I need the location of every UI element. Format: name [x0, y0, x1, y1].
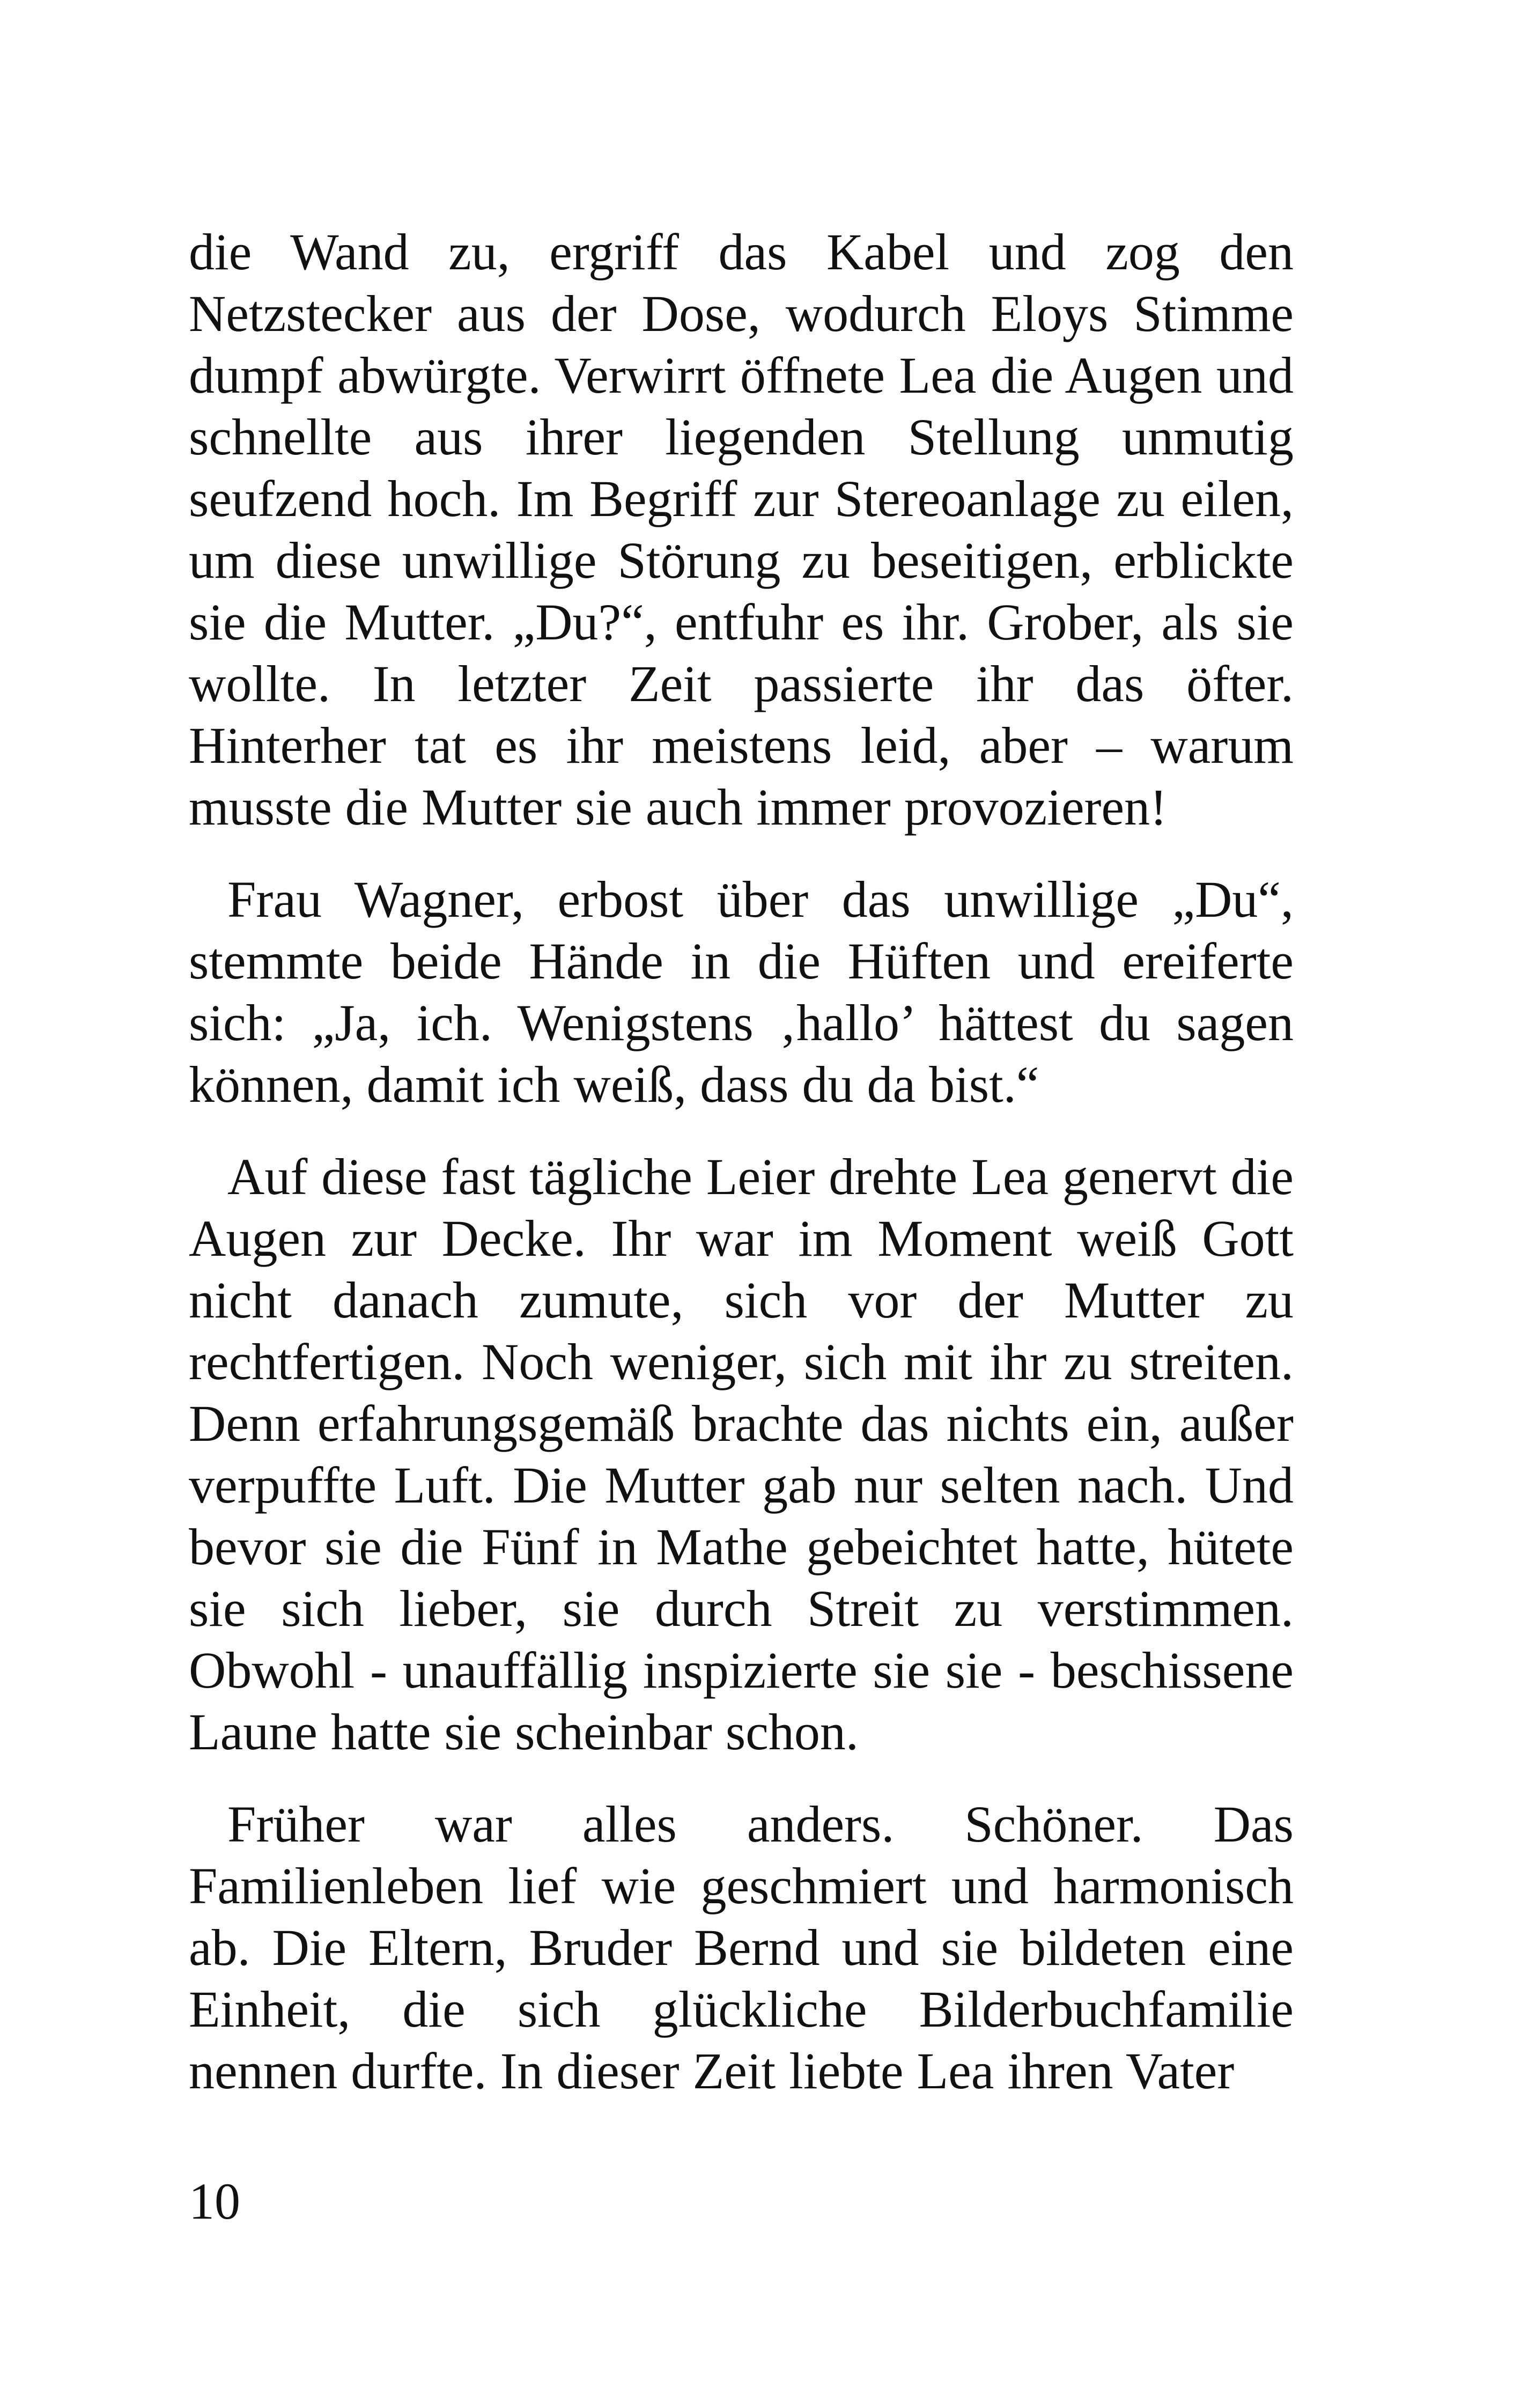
page-number: 10 [189, 2173, 240, 2230]
body-text [189, 221, 1294, 2132]
paragraph-4: Früher war alles anders. Schöner. Das Familienleben lief wie geschmiert und harmonisch ab. Die Eltern, Bruder Bernd und sie bildeten eine Einheit, die sich glückliche Bilderbuchfamilie nennen durfte. In dieser Zeit liebte Lea ihren Vater [189, 1795, 1294, 2100]
paragraph-2: Frau Wagner, erbost über das unwillige „Du“, stemmte beide Hände in die Hüften und ereiferte sich: „Ja, ich. Wenigstens ‚hallo’ hättest du sagen können, damit ich weiß, dass du da bist.“ [189, 871, 1294, 1113]
paragraph-3: Auf diese fast tägliche Leier drehte Lea genervt die Augen zur Decke. Ihr war im Moment weiß Gott nicht danach zumute, sich vor der Mutter zu rechtfertigen. Noch weniger, sich mit ihr zu streiten. Denn erfahrungsgemäß brachte das nichts ein, außer verpuffte Luft. Die Mutter gab nur selten nach. Und bevor sie die Fünf in Mathe gebeichtet hatte, hütete sie sich lieber, sie durch Streit zu verstimmen. Obwohl - unauffällig inspizierte sie sie - beschissene Laune hatte sie scheinbar schon. [189, 1148, 1294, 1761]
paragraph-1: die Wand zu, ergriff das Kabel und zog den Netzstecker aus der Dose, wodurch Eloys Stimme dumpf abwürgte. Verwirrt öffnete Lea die Augen und schnellte aus ihrer liegenden Stellung unmutig seufzend hoch. Im Begriff zur Stereoanlage zu eilen, um diese unwillige Störung zu beseitigen, erblickte sie die Mutter. „Du?“, entfuhr es ihr. Grober, als sie wollte. In letzter Zeit passierte ihr das öfter. Hinterher tat es ihr meistens leid, aber – warum musste die Mutter sie auch immer provozieren! [189, 223, 1294, 836]
